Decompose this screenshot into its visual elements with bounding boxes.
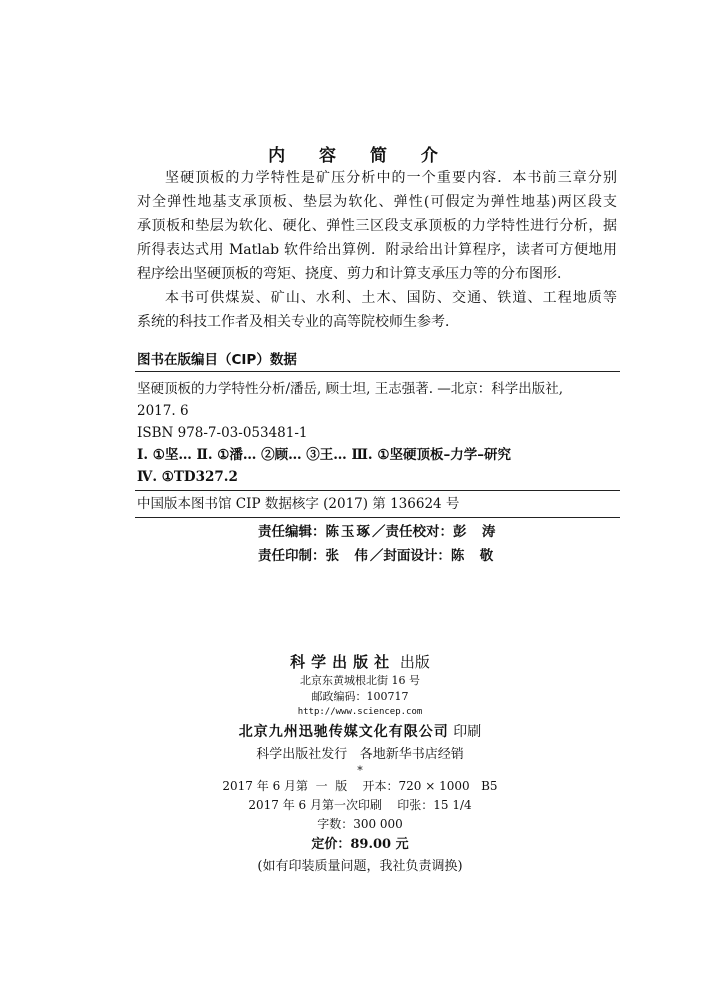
- price-line: 定价：89.00 元: [311, 837, 409, 852]
- cip-line: ISBN 978-7-03-053481-1: [137, 425, 308, 441]
- credits-separator: ／: [372, 524, 386, 540]
- cip-line: Ⅳ. ①TD327.2: [137, 469, 238, 485]
- publisher-url: http://www.sciencep.com: [297, 707, 423, 717]
- publisher-action: 出版: [399, 653, 430, 671]
- summary-line: 本书可供煤炭、矿山、水利、土木、国防、交通、铁道、工程地质等: [165, 290, 617, 306]
- editor-name: 陈玉琢: [325, 524, 372, 540]
- imprint: [0, 651, 720, 878]
- summary-line: 系统的科技工作者及相关专业的高等院校师生参考．: [137, 314, 459, 330]
- summary-line: 所得表达式用 Matlab 软件给出算例．附录给出计算程序，读者可方便地用: [137, 242, 617, 258]
- summary-line: 承顶板和垫层为软化、硬化、弹性三区段支承顶板的力学特性进行分析，据: [137, 218, 617, 234]
- cip-line: 2017. 6: [137, 403, 189, 419]
- printer-action: 印刷: [453, 724, 482, 740]
- edition-line: 2017 年 6 月第 一 版 开本：720 × 1000 B5: [222, 779, 498, 793]
- wordcount-line: 字数：300 000: [317, 817, 403, 831]
- distribution-line: 科学出版社发行 各地新华书店经销: [256, 747, 464, 762]
- summary-title: 内 容 简 介: [268, 146, 452, 166]
- summary-line: 坚硬顶板的力学特性是矿压分析中的一个重要内容．本书前三章分别: [165, 170, 617, 186]
- print-manager-label: 责任印制：: [258, 548, 326, 564]
- cip-line: 坚硬顶板的力学特性分析/潘岳, 顾士坦, 王志强著. —北京：科学出版社,: [137, 381, 564, 397]
- quality-note: (如有印装质量问题，我社负责调换): [257, 859, 463, 874]
- printing-line: 2017 年 6 月第一次印刷 印张：15 1/4: [248, 798, 472, 812]
- summary-line: 对全弹性地基支承顶板、垫层为软化、弹性(可假定为弹性地基)两区段支: [137, 194, 617, 210]
- publisher-address: 北京东黄城根北街 16 号: [300, 674, 420, 687]
- editor-label: 责任编辑：: [258, 524, 326, 540]
- proofreader-name: 彭 涛: [453, 524, 498, 540]
- credits-separator: ／: [369, 548, 384, 564]
- publisher-logotype: 科学出版社: [290, 653, 396, 671]
- cip-bottom-rule: [135, 517, 620, 518]
- cip-core-number: 中国版本图书馆 CIP 数据核字 (2017) 第 136624 号: [137, 496, 460, 512]
- cip-heading: 图书在版编目（CIP）数据: [137, 352, 297, 368]
- proofreader-label: 责任校对：: [385, 524, 453, 540]
- summary-line: 程序绘出坚硬顶板的弯矩、挠度、剪力和计算支承压力等的分布图形．: [137, 266, 571, 282]
- cip-record: [135, 372, 620, 490]
- credits: [258, 520, 497, 568]
- printer-name: 北京九州迅驰传媒文化有限公司: [238, 724, 449, 740]
- postcode: 邮政编码：100717: [311, 690, 409, 703]
- credits-row-2: [258, 544, 497, 568]
- credits-row-1: [258, 520, 497, 544]
- publisher-line: [0, 651, 720, 673]
- cip-line: Ⅰ. ①坚… Ⅱ. ①潘… ②顾… ③王… Ⅲ. ①坚硬顶板–力学–研究: [137, 447, 511, 463]
- printer-line: [0, 719, 720, 745]
- cover-designer-name: 陈 敬: [450, 548, 496, 564]
- summary-paragraph-1: [137, 166, 617, 286]
- star-separator: *: [357, 764, 363, 777]
- cover-designer-label: 封面设计：: [383, 548, 451, 564]
- summary-paragraph-2: [137, 286, 617, 334]
- summary-body: [137, 166, 617, 334]
- print-manager-name: 张 伟: [325, 548, 370, 564]
- cip-section: [135, 349, 620, 518]
